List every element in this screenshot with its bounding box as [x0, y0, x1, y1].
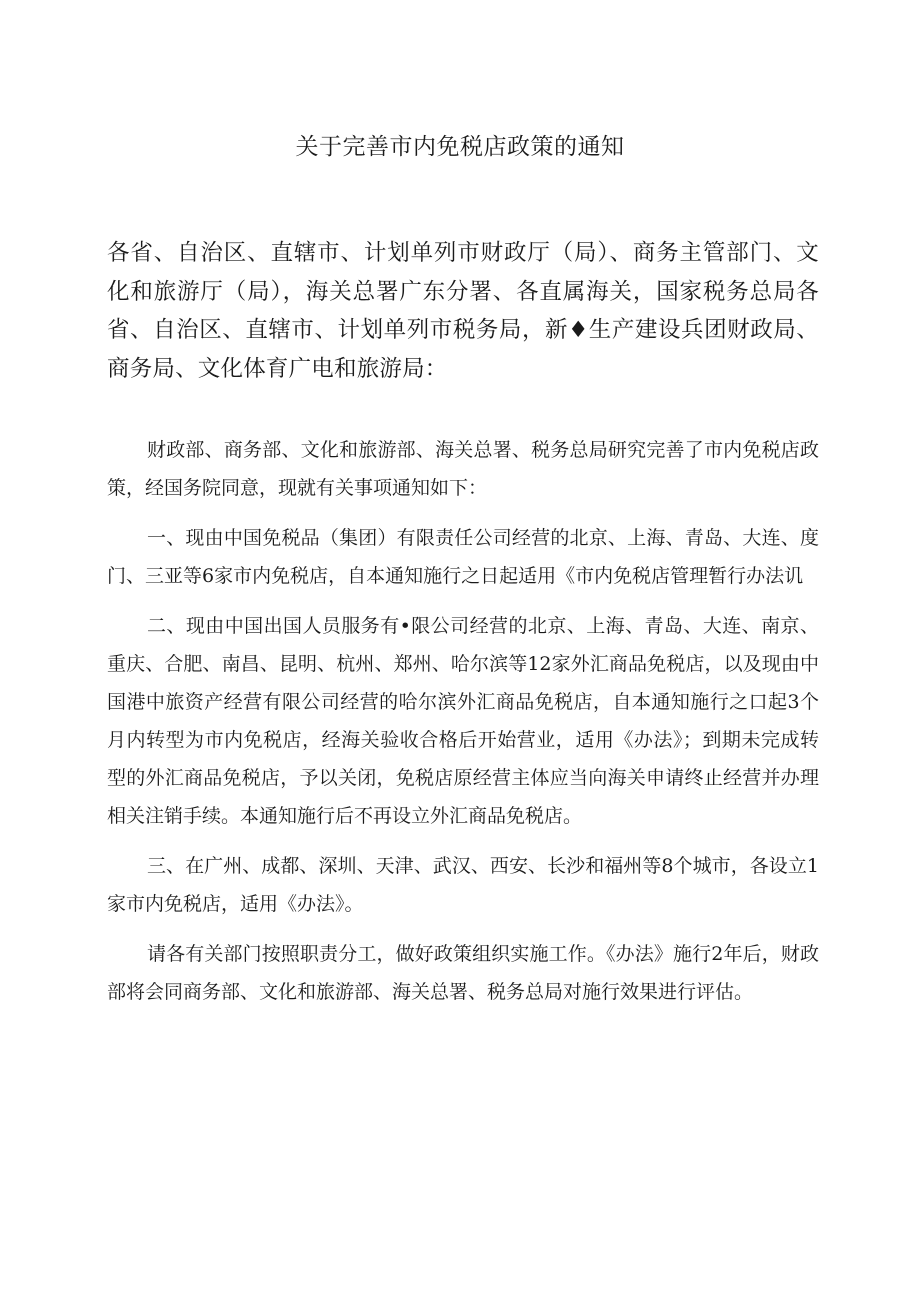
- document-body: [107, 431, 819, 1023]
- paragraph-item-2: 二、现由中国出国人员服务有•限公司经营的北京、上海、青岛、大连、南京、重庆、合肥、南昌、昆明、杭州、郑州、哈尔滨等12家外汇商品免税店，以及现由中国港中旅资产经营有限公司经营的哈尔滨外汇商品免税店，自本通知施行之口起3个月内转型为市内免税店，经海关验收合格后开始营业，适用《办法》；到期未完成转型的外汇商品免税店，予以关闭，免税店原经营主体应当向海关申请终止经营并办理相关注销手续。本通知施行后不再设立外汇商品免税店。: [107, 615, 819, 827]
- paragraph-closing: 请各有关部门按照职责分工，做好政策组织实施工作。《办法》施行2年后，财政部将会同商务部、文化和旅游部、海关总署、税务总局对施行效果进行评估。: [107, 943, 819, 1003]
- paragraph-item-1: 一、现由中国免税品（集团）有限责任公司经营的北京、上海、青岛、大连、度门、三亚等6家市内免税店，自本通知施行之日起适用《市内免税店管理暂行办法讥: [107, 527, 819, 587]
- addressee-block: 各省、自治区、直辖市、计划单列市财政厅（局）、商务主管部门、文化和旅游厅（局），海关总署广东分署、各直属海关，国家税务总局各省、自治区、直辖市、计划单列市税务局，新♦生产建设兵团财政局、商务局、文化体育广电和旅游局：: [107, 240, 819, 383]
- document-title: 关于完善市内免税店政策的通知: [295, 134, 625, 160]
- paragraph-intro: 财政部、商务部、文化和旅游部、海关总署、税务总局研究完善了市内免税店政策，经国务院同意，现就有关事项通知如下：: [107, 439, 819, 499]
- paragraph-item-3: 三、在广州、成都、深圳、天津、武汉、西安、长沙和福州等8个城市，各设立1家市内免税店，适用《办法》。: [107, 855, 819, 915]
